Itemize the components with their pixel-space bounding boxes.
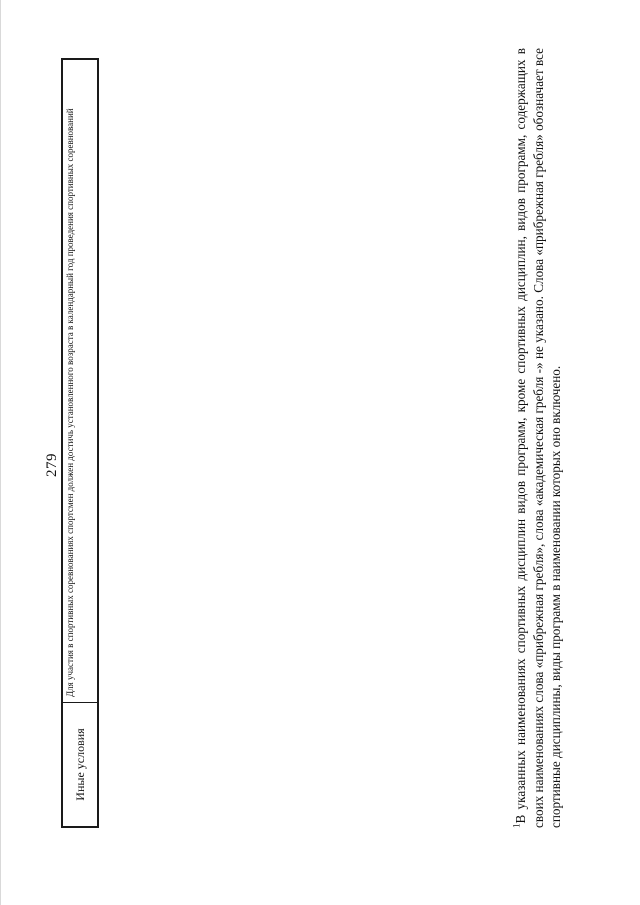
conditions-table xyxy=(61,58,99,828)
table-label-cell: Иные условия xyxy=(63,702,97,826)
footnote-marker: 1 xyxy=(511,823,522,828)
footnote-text: В указанных наименованиях спортивных дисциплин видов программ, кроме спортивных дисциплин, видов программ, содержащих в своих наименованиях слова «прибрежная гребля», слова «академическая гребля -» не указано. Слова «прибрежная гребля» обозначает все спортивные дисциплины, виды программ в наименовании которых оно включено. xyxy=(513,48,563,828)
footnote xyxy=(512,48,565,828)
table-value-cell: Для участия в спортивных соревнованиях спортсмен должен достичь установленного возраста в календарный год проведения спортивных соревнований xyxy=(65,108,75,697)
page-number: 279 xyxy=(44,453,60,477)
